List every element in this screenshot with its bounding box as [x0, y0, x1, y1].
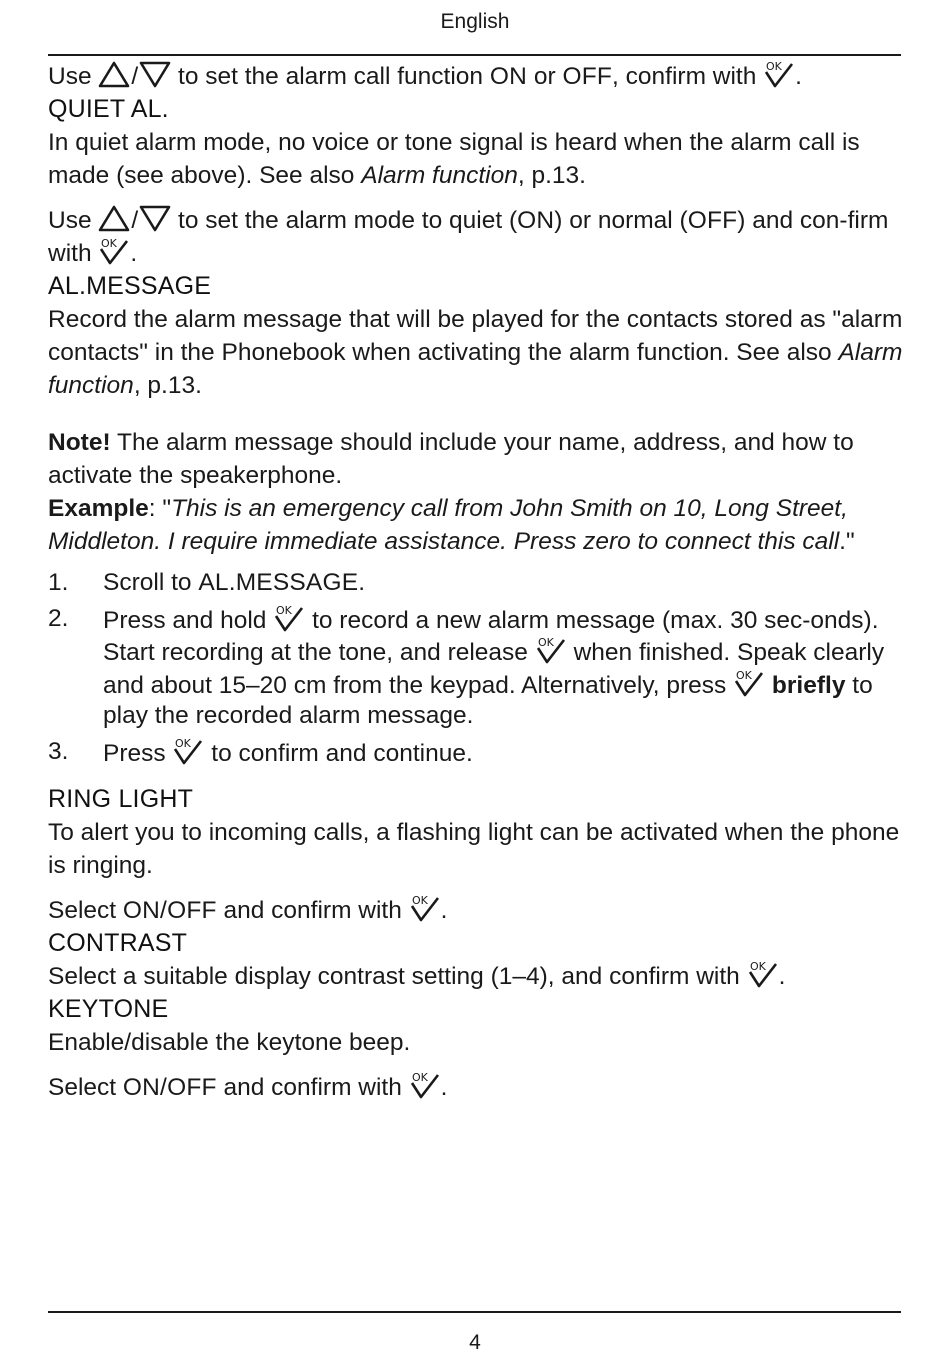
- or-text: or: [533, 63, 556, 90]
- down-arrow-icon: [139, 60, 171, 88]
- normal-mode-text: ) or normal (: [554, 207, 688, 234]
- ok-key-icon: [273, 604, 305, 632]
- example-label: Example: [48, 495, 149, 522]
- step-number: 2.: [48, 604, 69, 632]
- step-text: to record a new alarm message (max. 30 sec-onds). Start recording at the tone, and release: [103, 606, 879, 666]
- ok-key-icon: [747, 960, 779, 988]
- quiet-al-heading: QUIET AL.: [48, 95, 169, 123]
- step-number: 1.: [48, 569, 69, 596]
- ok-key-icon: [98, 237, 130, 265]
- ok-key-icon: [535, 636, 567, 664]
- step-number: 3.: [48, 737, 69, 765]
- svg-text:OK: OK: [175, 736, 192, 750]
- use-text: Use: [48, 207, 92, 234]
- example-paragraph: [48, 492, 908, 558]
- svg-text:OK: OK: [736, 668, 752, 682]
- step-text: to play the recorded alarm message.: [103, 671, 873, 729]
- keytone-heading: KEYTONE: [48, 995, 169, 1023]
- svg-text:OK: OK: [411, 1071, 428, 1084]
- on-off-keyword: ON/OFF: [122, 897, 217, 924]
- step-item: [48, 737, 908, 770]
- example-text: This is an emergency call from John Smith on 10, Long Street, Middleton. I require immediate assistance. Press zero to connect this call: [48, 495, 848, 555]
- confirm-text: and confirm with: [223, 1074, 402, 1101]
- period: .: [358, 569, 366, 596]
- step-text: to confirm and continue.: [211, 739, 473, 767]
- svg-text:OK: OK: [411, 894, 428, 907]
- step-text: Scroll to: [103, 569, 192, 596]
- quiet-al-description: [48, 126, 908, 192]
- period: .: [440, 1074, 448, 1101]
- contrast-instruction: [48, 960, 908, 993]
- step-text: when finished. Speak clearly and about 15–20 cm from the keypad. Alternatively, press: [103, 639, 885, 699]
- ok-key-icon: [733, 669, 765, 697]
- example-quote-close: .": [839, 528, 855, 555]
- example-quote-open: : ": [148, 495, 172, 522]
- contrast-heading: CONTRAST: [48, 929, 188, 957]
- on-off-keyword: ON/OFF: [122, 1074, 217, 1101]
- al-message-keyword: AL.MESSAGE: [198, 569, 359, 596]
- svg-text:OK: OK: [101, 237, 118, 250]
- header-rule: [48, 54, 901, 56]
- period: .: [130, 240, 138, 267]
- keytone-description: Enable/disable the keytone beep.: [48, 1029, 411, 1056]
- alarm-call-text: to set the alarm call function: [178, 63, 484, 90]
- step-text: Press: [103, 739, 166, 767]
- note-label: Note!: [48, 429, 111, 456]
- period: .: [795, 63, 802, 90]
- on-keyword: ON: [517, 207, 555, 234]
- keytone-instruction: [48, 1071, 908, 1104]
- manual-content: [48, 60, 908, 1104]
- quiet-al-instruction: [48, 204, 908, 270]
- step-item: [48, 568, 908, 599]
- note-paragraph: [48, 426, 908, 492]
- period: .: [440, 897, 448, 924]
- page-reference: , p.13.: [133, 372, 202, 399]
- alarm-function-reference: Alarm function: [361, 162, 518, 189]
- svg-text:OK: OK: [749, 960, 766, 973]
- al-message-heading: AL.MESSAGE: [48, 272, 212, 300]
- up-arrow-icon: [98, 204, 130, 232]
- footer-rule: [48, 1311, 901, 1313]
- ok-key-icon: [409, 894, 441, 922]
- ok-key-icon: [409, 1071, 441, 1099]
- confirm-text: , confirm with: [612, 63, 757, 90]
- period: .: [778, 963, 786, 990]
- off-keyword: OFF: [562, 63, 613, 90]
- al-message-steps: [48, 568, 908, 769]
- contrast-desc-text: Select a suitable display contrast setting (1–4), and confirm with: [48, 963, 740, 990]
- quiet-al-desc-text: In quiet alarm mode, no voice or tone signal is heard when the alarm call is made (see above). See also: [48, 129, 860, 189]
- page-header-language: English: [440, 10, 510, 33]
- ok-key-icon: [172, 737, 204, 765]
- slash-text: /: [131, 63, 139, 90]
- al-message-description: [48, 303, 908, 402]
- select-text: Select: [48, 897, 117, 924]
- ring-light-description: To alert you to incoming calls, a flashing light can be activated when the phone is ringing.: [48, 819, 900, 879]
- confirm-text: and confirm with: [223, 897, 402, 924]
- svg-text:OK: OK: [766, 60, 783, 73]
- al-message-desc-text: Record the alarm message that will be played for the contacts stored as "alarm contacts" in the Phonebook when activating the alarm function. See also: [48, 306, 903, 366]
- alarm-call-instruction: [48, 60, 908, 93]
- use-text: Use: [48, 63, 92, 90]
- page-number: 4: [469, 1331, 481, 1354]
- confirm-text: ) and con-firm with: [48, 207, 889, 267]
- page-reference: , p.13.: [517, 162, 586, 189]
- step-text: Press and hold: [103, 606, 267, 634]
- ring-light-heading: RING LIGHT: [48, 785, 194, 813]
- ring-light-instruction: [48, 894, 908, 927]
- svg-text:OK: OK: [276, 603, 293, 617]
- svg-text:OK: OK: [537, 636, 554, 649]
- off-keyword: OFF: [687, 207, 738, 234]
- alarm-function-reference: Alarm function: [48, 339, 903, 399]
- briefly-emphasis: briefly: [771, 671, 846, 699]
- quiet-mode-text: to set the alarm mode to quiet (: [178, 207, 518, 234]
- ok-key-icon: [763, 60, 795, 88]
- up-arrow-icon: [98, 60, 130, 88]
- down-arrow-icon: [139, 204, 171, 232]
- slash-text: /: [131, 207, 139, 234]
- select-text: Select: [48, 1074, 117, 1101]
- on-keyword: ON: [489, 63, 528, 90]
- note-text: The alarm message should include your name, address, and how to activate the speakerphone.: [48, 429, 854, 489]
- step-item: [48, 604, 908, 732]
